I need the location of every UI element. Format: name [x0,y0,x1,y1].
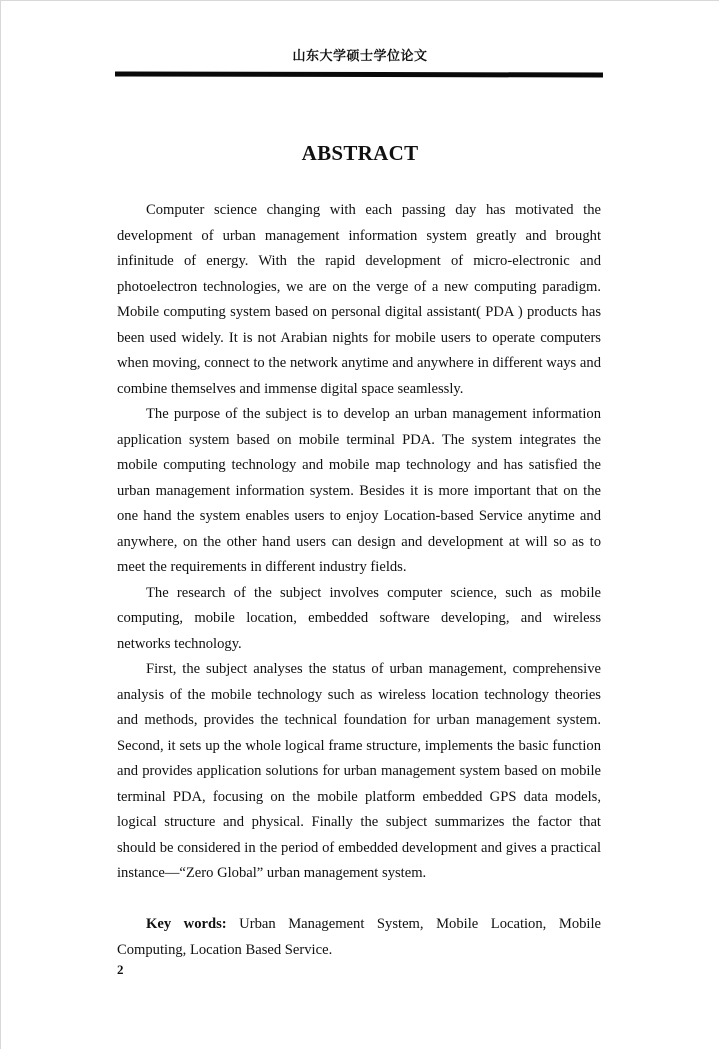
running-header: 山东大学硕士学位论文 [292,49,428,64]
header-rule [115,71,603,77]
abstract-paragraph-1: Computer science changing with each passing day has motivated the development of urban management information system greatly and brought infinitude of energy. With the rapid development of micro-electronic and photoelectron technologies, we are on the verge of a new computing paradigm. Mobile computing system based on personal digital assistant( PDA ) products has been used widely. It is not Arabian nights for mobile users to operate computers when moving, connect to the network anytime and anywhere in different ways and combine themselves and immense digital space seamlessly. [117,202,601,397]
abstract-paragraph-3: The research of the subject involves computer science, such as mobile computing, mobile location, embedded software developing, and wireless networks technology. [117,584,601,652]
keywords-text: Urban Management System, Mobile Location, Mobile Computing, Location Based Service. [117,916,601,958]
abstract-body [117,198,601,963]
abstract-title: ABSTRACT [301,141,419,165]
abstract-paragraph-4: First, the subject analyses the status of urban management, comprehensive analysis of the mobile technology such as wireless location technology theories and methods, provides the technical foundation for urban management system. Second, it sets up the whole logical frame structure, implements the basic function and provides application solutions for urban management system based on mobile terminal PDA, focusing on the mobile platform embedded GPS data models, logical structure and physical. Finally the subject summarizes the factor that should be considered in the period of embedded development and gives a practical instance—“Zero Global” urban management system. [117,661,601,881]
page-number: 2 [117,962,124,977]
abstract-paragraph-2: The purpose of the subject is to develop an urban management information application system based on mobile terminal PDA. The system integrates the mobile computing technology and mobile map technology and has satisfied the urban management information system. Besides it is more important that on the one hand the system enables users to enjoy Location-based Service anytime and anywhere, on the other hand users can design and development at will so as to meet the requirements in different industry fields. [117,406,601,575]
keywords-label: Key words: [146,916,227,932]
keywords-line [117,912,601,963]
